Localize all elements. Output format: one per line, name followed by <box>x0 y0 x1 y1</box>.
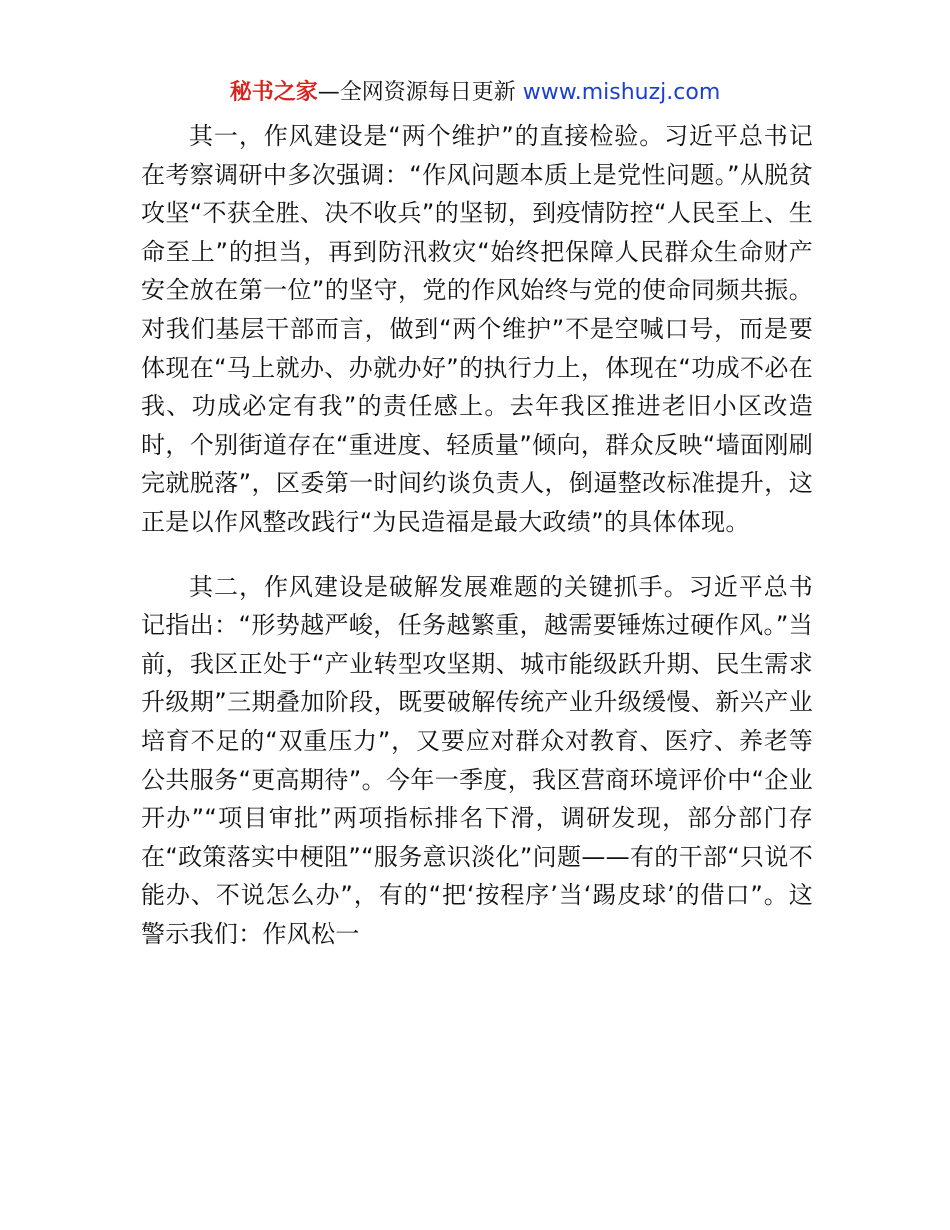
site-url-link[interactable]: www.mishuzj.com <box>522 80 721 105</box>
paragraph-2: 其二，作风建设是破解发展难题的关键抓手。习近平总书记指出：“形势越严峻，任务越繁重，越需要锤炼过硬作风。”当前，我区正处于“产业转型攻坚期、城市能级跃升期、民生需求升级期”三期叠加阶段，既要破解传统产业升级缓慢、新兴产业培育不足的“双重压力”，又要应对群众对教育、医疗、养老等公共服务“更高期待”。今年一季度，我区营商环境评价中“企业开办”“项目审批”两项指标排名下滑，调研发现，部分部门存在“政策落实中梗阻”“服务意识淡化”问题——有的干部“只说不能办、不说怎么办”，有的“把‘按程序’当‘踢皮球’的借口”。这警示我们：作风松一 <box>141 572 813 948</box>
page-header <box>0 76 950 110</box>
header-tagline: —全网资源每日更新 <box>317 80 516 105</box>
paragraph-1: 其一，作风建设是“两个维护”的直接检验。习近平总书记在考察调研中多次强调：“作风问题本质上是党性问题。”从脱贫攻坚“不获全胜、决不收兵”的坚韧，到疫情防控“人民至上、生命至上”的担当，再到防汛救灾“始终把保障人民群众生命财产安全放在第一位”的坚守，党的作风始终与党的使命同频共振。对我们基层干部而言，做到“两个维护”不是空喊口号，而是要体现在“马上就办、办就办好”的执行力上，体现在“功成不必在我、功成必定有我”的责任感上。去年我区推进老旧小区改造时，个别街道存在“重进度、轻质量”倾向，群众反映“墙面刚刷完就脱落”，区委第一时间约谈负责人，倒逼整改标准提升，这正是以作风整改践行“为民造福是最大政绩”的具体体现。 <box>141 122 813 536</box>
document-body <box>141 117 813 953</box>
brand-name: 秘书之家 <box>229 80 318 105</box>
